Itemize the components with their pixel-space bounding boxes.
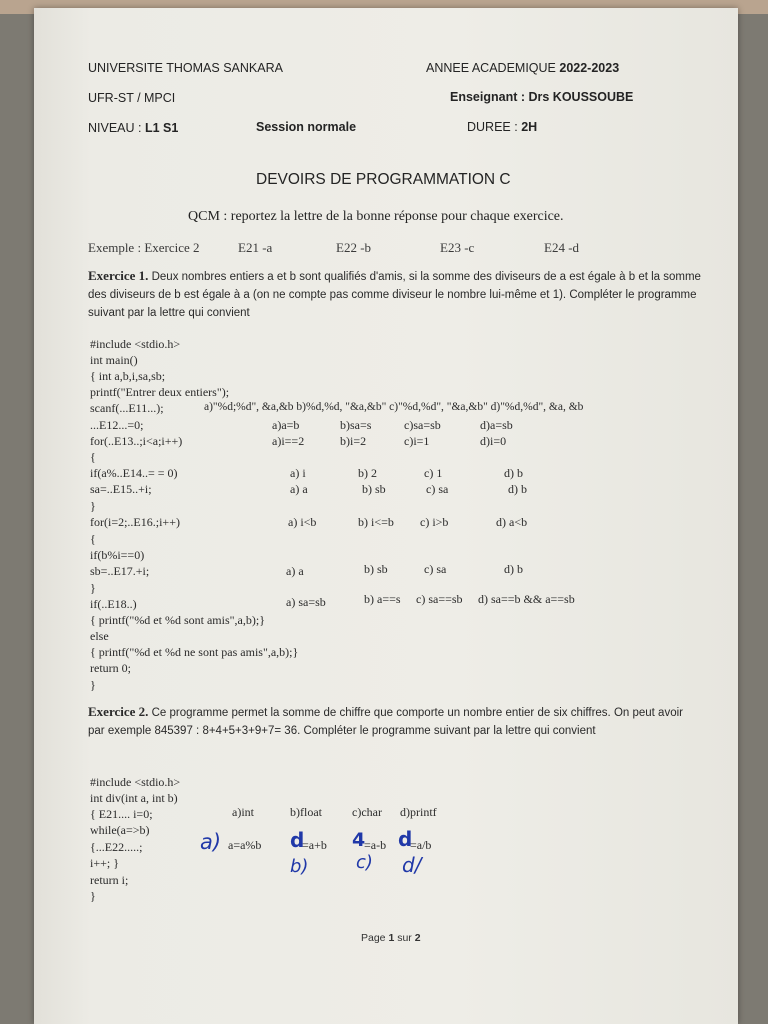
- option-e16-a: a) i<b: [288, 515, 317, 529]
- option-e12-a: a)a=b: [272, 418, 300, 432]
- code-line: for(i=2;..E16.;i++): [90, 515, 180, 529]
- option-e14-a: a) i: [290, 466, 306, 480]
- page-number: [361, 932, 421, 944]
- example-item: E21 -a: [238, 240, 273, 255]
- qcm-text: reportez la lettre de la bonne réponse pour chaque exercice.: [227, 209, 564, 224]
- code-line: }: [90, 581, 96, 595]
- page-total: 2: [414, 932, 421, 944]
- code-line: { E21.... i=0;: [90, 807, 153, 821]
- code-line: while(a=>b): [90, 823, 150, 837]
- code-line: { printf("%d et %d ne sont pas amis",a,b);}: [90, 645, 299, 659]
- exercise1-label: Exercice 1.: [88, 268, 149, 283]
- code-line: if(b%i==0): [90, 548, 145, 562]
- option-e16-b: b) i<=b: [358, 515, 394, 529]
- duration: [467, 120, 537, 134]
- code-line: if(..E18..): [90, 597, 137, 611]
- code-line: {...E22.....;: [90, 840, 143, 854]
- option-e15-c: c) sa: [426, 482, 449, 496]
- scanf-options: a)"%d;%d", &a,&b b)%d,%d, "&a,&b" c)"%d,%d", "&a,&b" d)"%d,%d", &a, &b: [204, 401, 584, 413]
- code-line: if(a%..E14..= = 0): [90, 466, 178, 480]
- option-e14-d: d) b: [504, 466, 523, 480]
- academic-year: [426, 61, 619, 75]
- example-label: Exemple : Exercice 2: [88, 240, 200, 255]
- option-e13-b: b)i=2: [340, 434, 367, 448]
- academic-year-label: ANNEE ACADEMIQUE: [426, 61, 556, 75]
- option-e18-c: c) sa==sb: [416, 592, 463, 606]
- qcm-instruction: [188, 209, 564, 225]
- exercise1-text: Deux nombres entiers a et b sont qualifiés d'amis, si la somme des diviseurs de a est égale à b et la somme des diviseurs de b est égale à a (on ne compte pas comme diviseur le nombre lui-même et 1). Compléter le programme suivant par la lettre qui convient: [88, 271, 701, 319]
- code-line: return i;: [90, 873, 129, 887]
- code-line: else: [90, 629, 109, 643]
- duration-label: DUREE :: [467, 120, 522, 134]
- code-line: { int a,b,i,sa,sb;: [90, 369, 166, 383]
- code-line: printf("Entrer deux entiers");: [90, 385, 230, 399]
- university-name: UNIVERSITE THOMAS SANKARA: [88, 61, 283, 75]
- level: [88, 121, 178, 135]
- option-e13-a: a)i==2: [272, 434, 305, 448]
- code-line: }: [90, 499, 96, 513]
- academic-year-value: 2022-2023: [559, 61, 620, 75]
- exercise2-label: Exercice 2.: [88, 704, 149, 719]
- qcm-label: QCM :: [188, 209, 228, 224]
- session-type: Session normale: [256, 120, 357, 134]
- option-e18-d: d) sa==b && a==sb: [478, 592, 575, 606]
- option-e22-b: =a+b: [302, 838, 327, 852]
- code-line: #include <stdio.h>: [90, 337, 181, 351]
- code-line: {: [90, 532, 96, 546]
- option-e15-a: a) a: [290, 482, 308, 496]
- handwritten-overwrite-d-icon: d: [290, 828, 305, 852]
- option-e21-b: b)float: [290, 805, 322, 819]
- handwritten-letter-d: d/: [402, 853, 422, 877]
- option-e14-b: b) 2: [358, 466, 377, 480]
- code-line: sb=..E17.+i;: [90, 564, 150, 578]
- code-line: i++; }: [90, 856, 119, 870]
- option-e13-d: d)i=0: [480, 434, 507, 448]
- option-e12-c: c)sa=sb: [404, 418, 441, 432]
- option-e22-c: =a-b: [364, 838, 387, 852]
- code-line: }: [90, 889, 96, 903]
- option-e18-b: b) a==s: [364, 592, 401, 606]
- code-line: int div(int a, int b): [90, 791, 178, 805]
- handwritten-overwrite-d-icon: d: [398, 827, 413, 851]
- page-mid: sur: [394, 932, 415, 944]
- option-e15-d: d) b: [508, 482, 527, 496]
- example-item: E24 -d: [544, 240, 580, 255]
- example-item: E23 -c: [440, 240, 475, 255]
- level-value: L1 S1: [144, 121, 179, 135]
- page-title: DEVOIRS DE PROGRAMMATION C: [256, 171, 511, 188]
- teacher-name: Enseignant : Drs KOUSSOUBE: [450, 90, 634, 104]
- code-line: ...E12...=0;: [90, 418, 144, 432]
- option-e17-d: d) b: [504, 562, 523, 576]
- code-line: scanf(...E11...);: [90, 401, 164, 415]
- code-line: int main(): [90, 353, 138, 367]
- ufr-label: UFR-ST / MPCI: [88, 91, 176, 105]
- option-e21-a: a)int: [232, 805, 254, 819]
- handwritten-overwrite-4-icon: 4: [352, 829, 366, 851]
- option-e13-c: c)i=1: [404, 434, 430, 448]
- option-e21-d: d)printf: [400, 805, 437, 819]
- code-line: for(..E13..;i<a;i++): [90, 434, 183, 448]
- code-line: { printf("%d et %d sont amis",a,b);}: [90, 613, 265, 627]
- example-item: E22 -b: [336, 240, 372, 255]
- option-e17-c: c) sa: [424, 562, 447, 576]
- exercise1-statement: [88, 267, 702, 322]
- code-line: }: [90, 678, 96, 692]
- duration-value: 2H: [521, 120, 538, 134]
- option-e21-c: c)char: [352, 805, 382, 819]
- code-line: sa=..E15..+i;: [90, 482, 152, 496]
- option-e16-d: d) a<b: [496, 515, 528, 529]
- page-current: 1: [388, 932, 395, 944]
- option-e16-c: c) i>b: [420, 515, 449, 529]
- level-label: NIVEAU :: [88, 121, 145, 135]
- code-line: {: [90, 450, 96, 464]
- option-e12-b: b)sa=s: [340, 418, 372, 432]
- option-e15-b: b) sb: [362, 482, 386, 496]
- handwritten-letter-a: a): [200, 830, 222, 854]
- option-e14-c: c) 1: [424, 466, 443, 480]
- exercise2-statement: [88, 703, 702, 740]
- option-e22-d: =a/b: [410, 838, 432, 852]
- option-e12-d: d)a=sb: [480, 418, 513, 432]
- page-prefix: Page: [361, 932, 389, 944]
- handwritten-letter-b: b): [290, 856, 309, 877]
- option-e17-a: a) a: [286, 564, 304, 578]
- handwritten-letter-c: c): [356, 852, 373, 873]
- exercise2-text: Ce programme permet la somme de chiffre que comporte un nombre entier de six chiffres. On peut avoir par exemple 845397 : 8+4+5+3+9+7= 36. Compléter le programme suivant par la lettre qui convient: [88, 707, 683, 737]
- option-e18-a: a) sa=sb: [286, 595, 326, 609]
- code-line: #include <stdio.h>: [90, 775, 181, 789]
- option-e17-b: b) sb: [364, 562, 388, 576]
- code-line: return 0;: [90, 661, 131, 675]
- option-e22-a: a=a%b: [228, 838, 262, 852]
